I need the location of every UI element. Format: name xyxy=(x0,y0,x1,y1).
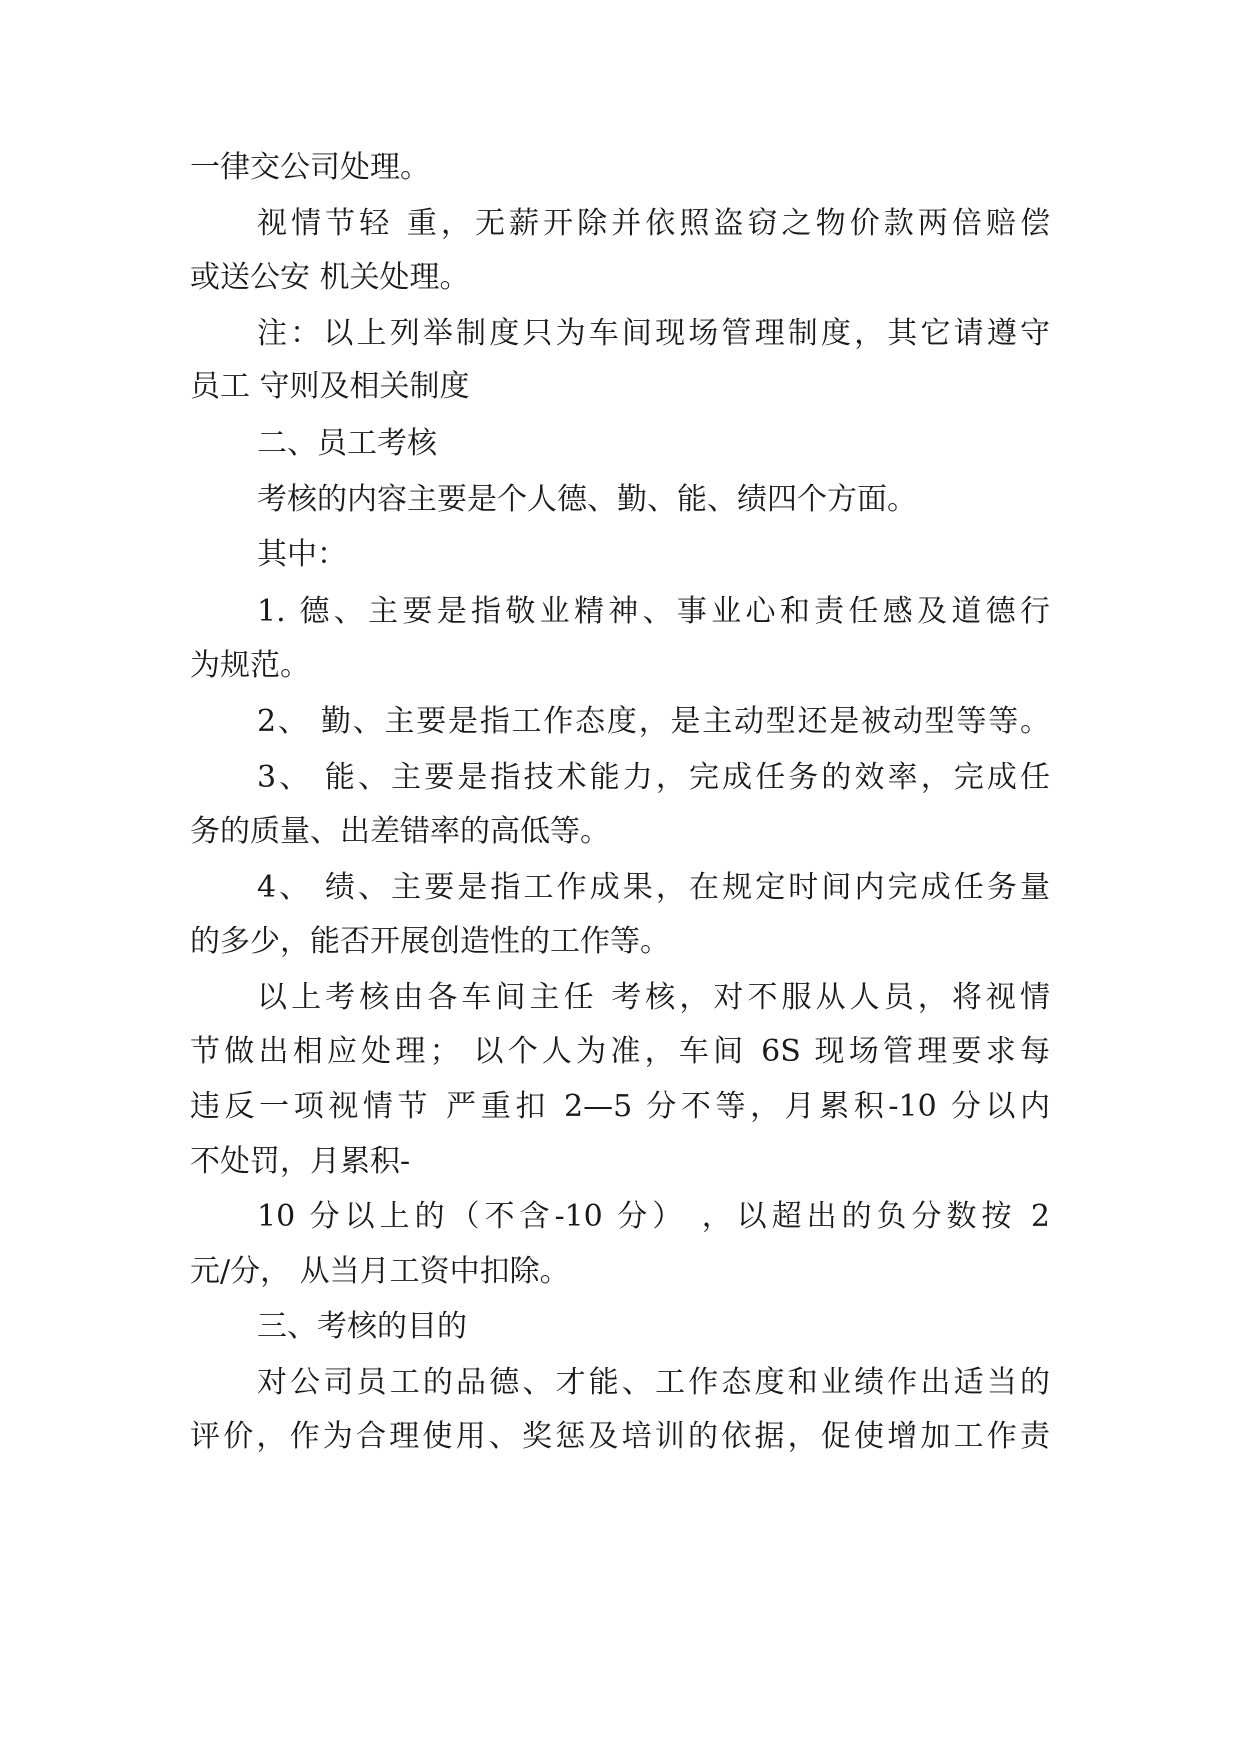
text-line: 以上考核由各车间主任 考核，对不服从人员，将视情 xyxy=(257,980,1050,1015)
list-item: 1. 德、主要是指敬业精神、事业心和责任感及道德行 xyxy=(257,594,1050,629)
text-line: 考核的内容主要是个人德、勤、能、绩四个方面。 xyxy=(257,482,917,517)
text-line: 或送公安 机关处理。 xyxy=(190,260,470,295)
list-item: 2、 勤、主要是指工作态度，是主动型还是被动型等等。 xyxy=(257,704,1050,739)
text-line: 的多少，能否开展创造性的工作等。 xyxy=(190,924,670,959)
text-line: 员工 守则及相关制度 xyxy=(190,369,470,404)
text-line: 不处罚，月累积- xyxy=(190,1144,411,1179)
text-line: 10 分以上的（不含-10 分） ，以超出的负分数按 2 xyxy=(257,1199,1050,1234)
text-line: 节做出相应处理； 以个人为准，车间 6S 现场管理要求每 xyxy=(190,1034,1050,1069)
text-line: 评价，作为合理使用、奖惩及培训的依据，促使增加工作责 xyxy=(190,1419,1050,1454)
text-line: 注：以上列举制度只为车间现场管理制度，其它请遵守 xyxy=(257,316,1050,351)
text-line: 其中： xyxy=(257,537,347,572)
text-line: 为规范。 xyxy=(190,648,310,683)
section-heading: 三、考核的目的 xyxy=(257,1309,467,1344)
section-heading: 二、员工考核 xyxy=(257,426,437,461)
text-line: 元/分， 从当月工资中扣除。 xyxy=(190,1254,570,1289)
list-item: 3、 能、主要是指技术能力，完成任务的效率，完成任 xyxy=(257,760,1050,795)
text-line: 对公司员工的品德、才能、工作态度和业绩作出适当的 xyxy=(257,1365,1050,1400)
list-item: 4、 绩、主要是指工作成果，在规定时间内完成任务量 xyxy=(257,870,1050,905)
text-line: 违反一项视情节 严重扣 2—5 分不等，月累积-10 分以内 xyxy=(190,1089,1050,1124)
text-line: 视情节轻 重，无薪开除并依照盗窃之物价款两倍赔偿 xyxy=(257,206,1050,241)
text-line: 务的质量、出差错率的高低等。 xyxy=(190,814,610,849)
text-line: 一律交公司处理。 xyxy=(190,150,430,185)
